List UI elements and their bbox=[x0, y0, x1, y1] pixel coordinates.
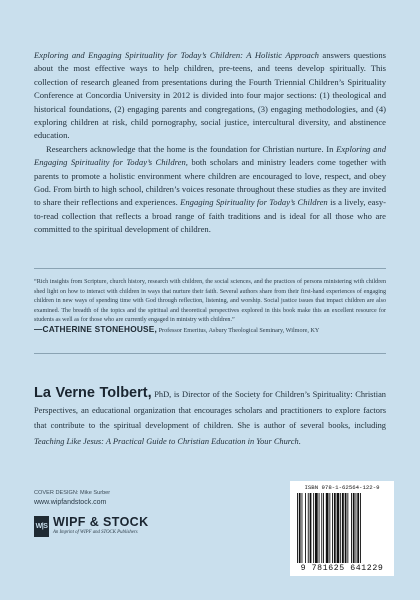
barcode-bar bbox=[305, 493, 306, 563]
barcode-bar bbox=[356, 493, 357, 563]
barcode-bar bbox=[342, 493, 344, 563]
author-name: La Verne Tolbert, bbox=[34, 385, 152, 401]
endorsement-attribution bbox=[34, 324, 386, 334]
isbn-label: ISBN 978-1-62564-122-9 bbox=[304, 484, 380, 491]
barcode-bar bbox=[337, 493, 340, 563]
barcode-bar bbox=[334, 493, 336, 563]
barcode-bar bbox=[319, 493, 320, 563]
barcode-bar bbox=[313, 493, 314, 563]
barcode-bar bbox=[299, 493, 301, 563]
isbn-barcode bbox=[290, 481, 394, 576]
wipf-stock-logo-icon: W|S bbox=[34, 516, 49, 537]
barcode-bar bbox=[332, 493, 333, 563]
barcode-bar bbox=[345, 493, 347, 563]
cover-credits bbox=[34, 489, 110, 507]
endorser-name: —CATHERINE STONEHOUSE, bbox=[34, 324, 158, 334]
barcode-bar bbox=[315, 493, 318, 563]
barcode-bar bbox=[302, 493, 303, 563]
book-title: Exploring and Engaging Spirituality for Today’s Children: A Holistic Approach bbox=[34, 50, 319, 60]
publisher-name: WIPF & STOCK bbox=[53, 515, 149, 529]
publisher-url: www.wipfandstock.com bbox=[34, 499, 107, 506]
barcode-bar bbox=[326, 493, 329, 563]
barcode-bar bbox=[357, 493, 359, 563]
endorser-affiliation: Professor Emeritus, Asbury Theological Seminary, Wilmore, KY bbox=[157, 327, 320, 334]
publisher-tagline: An Imprint of WIPF and STOCK Publishers bbox=[53, 530, 138, 535]
barcode-bar bbox=[321, 493, 322, 563]
publisher-logo bbox=[34, 516, 194, 542]
description-paragraph-1: Exploring and Engaging Spirituality for Today’s Children: A Holistic Approach answers questions about the most effective ways to help children, pre-teens, and teens develop spiritually. This collection of research gleaned from presentations during the Fourth Triennial Children’s Spirituality Conference at Concordia University in 2012 is divided into four major sections: (1) theological and historical foundations, (2) engaging parents and congregations, (3) engaging methodologies, and (4) exploring children at risk, child pornography, social justice, intercultural diversity, and abstinence education. bbox=[34, 50, 386, 141]
author-bio: La Verne Tolbert, PhD, is Director of the Society for Children’s Spirituality: Christian Perspectives, an educational organization that encourages scholars and practitioners to explore factors that contribute to the spiritual development of children. She is author of several books, including Teaching Like Jesus: A Practical Guide to Christian Education in Your Church. bbox=[34, 385, 386, 446]
endorsement-quote: “Rich insights from Scripture, church history, research with children, the social sciences, and the practices of persons ministering with children shed light on how to interact with children in ways that nurture their faith. Several authors share from their first-hand experiences of engaging children in new ways of spending time with God through reflection, listening, and worship. Social justice issues that impact children are also examined. The breadth of the topics and the spiritual and theoretical perspectives explored in this book make this an excellent resource for students as well as for those who are currently engaged in ministry with children.” bbox=[34, 279, 386, 324]
cover-design-credit: COVER DESIGN: Mike Surber bbox=[34, 490, 111, 496]
barcode-bar bbox=[308, 493, 309, 563]
book-description bbox=[34, 49, 386, 237]
barcode-bar bbox=[351, 493, 352, 563]
barcode-bar bbox=[353, 493, 355, 563]
barcode-number: 9 781625 641229 bbox=[300, 564, 384, 573]
description-paragraph-2: Researchers acknowledge that the home is the foundation for Christian nurture. In Exploring and Engaging Spirituality for Today’s Children, both scholars and ministry leaders come together with parents to promote a holistic environment where children are encouraged to love, respect, and obey God. From birth to high school, children’s voices resonate throughout these studies as they are invited to share their reflections and experiences. Engaging Spirituality for Today’s Children is a lively, easy-to-read collection that reflects a broad range of faith traditions and is ideal for all those who are committed to the spiritual development of children. bbox=[34, 143, 386, 235]
barcode-icon bbox=[297, 493, 387, 563]
barcode-bar bbox=[310, 493, 312, 563]
divider-top bbox=[34, 268, 386, 269]
barcode-bar bbox=[347, 493, 348, 563]
divider-bottom bbox=[34, 353, 386, 354]
barcode-bar bbox=[360, 493, 361, 563]
barcode-bar bbox=[323, 493, 324, 563]
author-book-title: Teaching Like Jesus: A Practical Guide to Christian Education in Your Church bbox=[34, 436, 299, 446]
barcode-bar bbox=[297, 493, 298, 563]
barcode-bar bbox=[329, 493, 330, 563]
barcode-bar bbox=[340, 493, 341, 563]
